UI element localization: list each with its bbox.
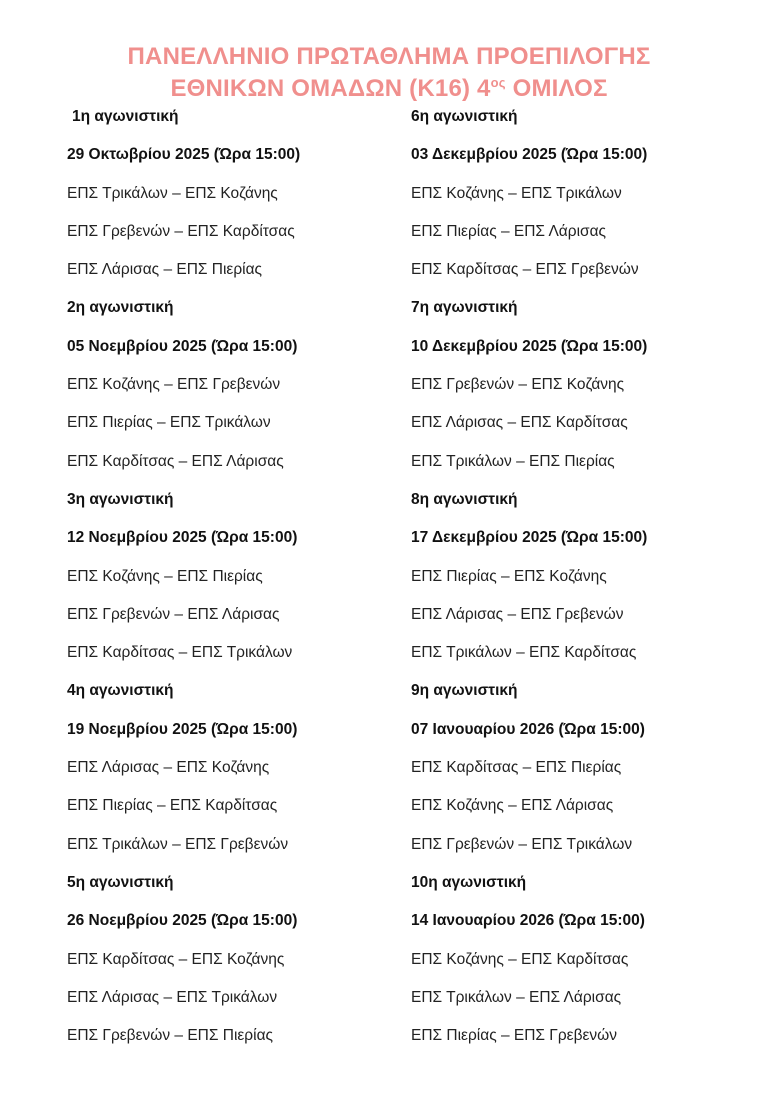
- schedule-column-left: [67, 106, 397, 1063]
- matchday-block: [67, 680, 397, 871]
- match-line: ΕΠΣ Λάρισας – ΕΠΣ Τρικάλων: [67, 988, 278, 1006]
- match-line: ΕΠΣ Τρικάλων – ΕΠΣ Γρεβενών: [67, 835, 289, 853]
- match-line: ΕΠΣ Λάρισας – ΕΠΣ Γρεβενών: [411, 605, 624, 623]
- matchday-block: [67, 106, 397, 297]
- matchday-heading: 10η αγωνιστική: [411, 873, 527, 891]
- match-line: ΕΠΣ Γρεβενών – ΕΠΣ Λάρισας: [67, 605, 280, 623]
- matchday-heading: 1η αγωνιστική: [72, 108, 179, 125]
- matchday-block: [411, 297, 751, 488]
- title-line-2-end: ΟΜΙΛΟΣ: [505, 75, 608, 102]
- matchday-block: [411, 106, 751, 297]
- match-line: ΕΠΣ Κοζάνης – ΕΠΣ Τρικάλων: [411, 184, 622, 202]
- match-line: ΕΠΣ Γρεβενών – ΕΠΣ Τρικάλων: [411, 835, 633, 853]
- matchday-block: [67, 297, 397, 488]
- matchday-date: 10 Δεκεμβρίου 2025 (Ώρα 15:00): [411, 337, 648, 355]
- matchday-date: 07 Ιανουαρίου 2026 (Ώρα 15:00): [411, 720, 645, 738]
- matchday-block: [411, 872, 751, 1063]
- match-line: ΕΠΣ Τρικάλων – ΕΠΣ Κοζάνης: [67, 184, 278, 202]
- match-line: ΕΠΣ Κοζάνης – ΕΠΣ Πιερίας: [67, 567, 263, 585]
- matchday-date: 14 Ιανουαρίου 2026 (Ώρα 15:00): [411, 912, 645, 930]
- match-line: ΕΠΣ Τρικάλων – ΕΠΣ Καρδίτσας: [411, 644, 637, 662]
- matchday-date: 03 Δεκεμβρίου 2025 (Ώρα 15:00): [411, 146, 648, 164]
- match-line: ΕΠΣ Πιερίας – ΕΠΣ Κοζάνης: [411, 567, 607, 585]
- matchday-block: [411, 489, 751, 680]
- matchday-heading: 2η αγωνιστική: [67, 299, 174, 317]
- match-line: ΕΠΣ Γρεβενών – ΕΠΣ Καρδίτσας: [67, 222, 295, 240]
- matchday-heading: 4η αγωνιστική: [67, 682, 174, 700]
- match-line: ΕΠΣ Κοζάνης – ΕΠΣ Λάρισας: [411, 797, 614, 815]
- match-line: ΕΠΣ Πιερίας – ΕΠΣ Λάρισας: [411, 222, 607, 240]
- matchday-heading: 6η αγωνιστική: [411, 108, 518, 125]
- matchday-date: 19 Νοεμβρίου 2025 (Ώρα 15:00): [67, 720, 298, 738]
- match-line: ΕΠΣ Καρδίτσας – ΕΠΣ Πιερίας: [411, 759, 622, 777]
- matchday-date: 29 Οκτωβρίου 2025 (Ώρα 15:00): [67, 146, 301, 164]
- matchday-heading: 5η αγωνιστική: [67, 873, 174, 891]
- match-line: ΕΠΣ Γρεβενών – ΕΠΣ Κοζάνης: [411, 376, 625, 394]
- matchday-heading: 7η αγωνιστική: [411, 299, 518, 317]
- match-line: ΕΠΣ Καρδίτσας – ΕΠΣ Γρεβενών: [411, 261, 639, 279]
- title-line-2-main: ΕΘΝΙΚΩΝ ΟΜΑΔΩΝ (Κ16) 4: [170, 75, 491, 102]
- title-line-2: [0, 73, 778, 105]
- match-line: ΕΠΣ Τρικάλων – ΕΠΣ Πιερίας: [411, 452, 615, 470]
- title-line-1: ΠΑΝΕΛΛΗΝΙΟ ΠΡΩΤΑΘΛΗΜΑ ΠΡΟΕΠΙΛΟΓΗΣ: [127, 43, 651, 70]
- match-line: ΕΠΣ Πιερίας – ΕΠΣ Γρεβενών: [411, 1027, 618, 1045]
- matchday-heading: 9η αγωνιστική: [411, 682, 518, 700]
- match-line: ΕΠΣ Πιερίας – ΕΠΣ Καρδίτσας: [67, 797, 278, 815]
- matchday-date: 12 Νοεμβρίου 2025 (Ώρα 15:00): [67, 529, 298, 547]
- match-line: ΕΠΣ Κοζάνης – ΕΠΣ Γρεβενών: [67, 376, 281, 394]
- match-line: ΕΠΣ Πιερίας – ΕΠΣ Τρικάλων: [67, 414, 271, 432]
- title-line-2-superscript: ος: [490, 75, 506, 90]
- match-line: ΕΠΣ Γρεβενών – ΕΠΣ Πιερίας: [67, 1027, 274, 1045]
- match-line: ΕΠΣ Λάρισας – ΕΠΣ Πιερίας: [67, 261, 263, 279]
- matchday-heading: 8η αγωνιστική: [411, 490, 518, 508]
- match-line: ΕΠΣ Καρδίτσας – ΕΠΣ Κοζάνης: [67, 950, 285, 968]
- matchday-heading: 3η αγωνιστική: [67, 490, 174, 508]
- match-line: ΕΠΣ Λάρισας – ΕΠΣ Καρδίτσας: [411, 414, 628, 432]
- match-line: ΕΠΣ Τρικάλων – ΕΠΣ Λάρισας: [411, 988, 622, 1006]
- matchday-date: 05 Νοεμβρίου 2025 (Ώρα 15:00): [67, 337, 298, 355]
- match-line: ΕΠΣ Λάρισας – ΕΠΣ Κοζάνης: [67, 759, 270, 777]
- schedule-column-right: [411, 106, 751, 1063]
- match-line: ΕΠΣ Καρδίτσας – ΕΠΣ Λάρισας: [67, 452, 284, 470]
- match-line: ΕΠΣ Κοζάνης – ΕΠΣ Καρδίτσας: [411, 950, 629, 968]
- page-title: [0, 41, 778, 105]
- matchday-block: [67, 489, 397, 680]
- match-line: ΕΠΣ Καρδίτσας – ΕΠΣ Τρικάλων: [67, 644, 293, 662]
- matchday-date: 17 Δεκεμβρίου 2025 (Ώρα 15:00): [411, 529, 648, 547]
- matchday-block: [67, 872, 397, 1063]
- matchday-date: 26 Νοεμβρίου 2025 (Ώρα 15:00): [67, 912, 298, 930]
- matchday-block: [411, 680, 751, 871]
